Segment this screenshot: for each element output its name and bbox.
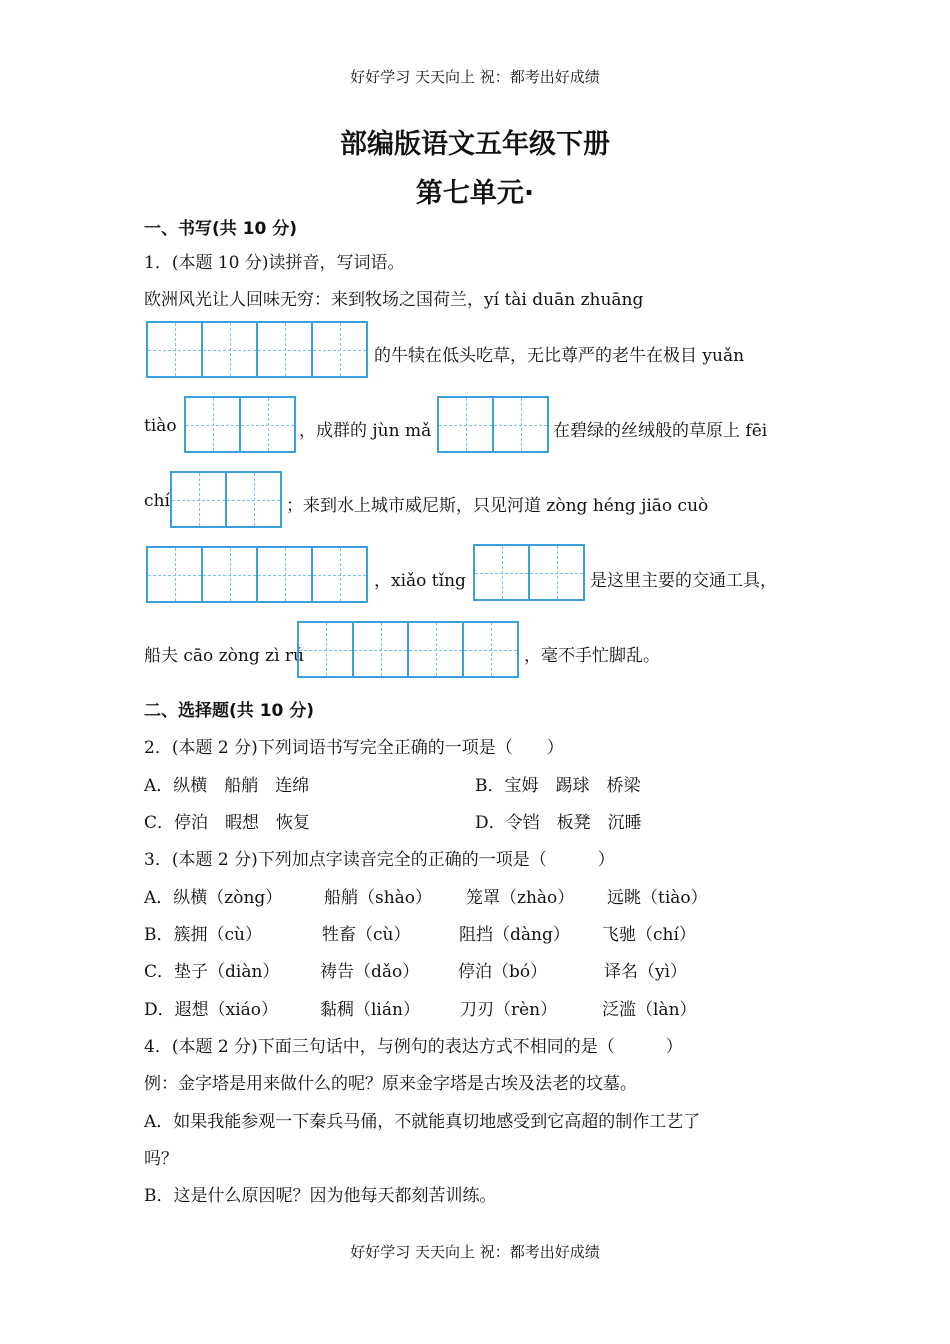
q1-line-5-mid: ，xiǎo tǐng [374, 571, 466, 591]
q4-option-a-line-2: 吗？ [144, 1149, 178, 1169]
grid-cell[interactable] [492, 396, 549, 453]
section-2-title: 二、选择题(共 10 分) [144, 701, 315, 721]
grid-cell[interactable] [462, 621, 519, 678]
q4-option-b[interactable]: B．这是什么原因呢？因为他每天都刻苦训练。 [144, 1186, 497, 1206]
grid-cell[interactable] [256, 321, 313, 378]
grid-cell[interactable] [146, 321, 203, 378]
grid-cell[interactable] [184, 396, 241, 453]
q3-option-d-1[interactable]: D．遐想（xiáo） [144, 1000, 279, 1020]
grid-cell[interactable] [311, 321, 368, 378]
q3-option-c-2: 祷告（dǎo） [320, 962, 420, 982]
q1-line-4-start: chí [144, 491, 170, 511]
q3-option-c-1[interactable]: C．垫子（diàn） [144, 962, 280, 982]
q3-option-b-2: 牲畜（cù） [322, 925, 411, 945]
grid-cell[interactable] [170, 471, 227, 528]
q2-option-b[interactable]: B．宝姆 踢球 桥梁 [475, 776, 641, 796]
writing-grid-caozongziru[interactable] [297, 621, 519, 678]
grid-cell[interactable] [311, 546, 368, 603]
q3-option-d-2: 黏稠（lián） [320, 1000, 420, 1020]
q4-stem: 4．(本题 2 分)下面三句话中，与例句的表达方式不相同的是（ ） [144, 1037, 683, 1057]
q3-option-c-3: 停泊（bó） [458, 962, 548, 982]
q2-option-a[interactable]: A．纵横 船艄 连绵 [144, 776, 310, 796]
q2-stem: 2．(本题 2 分)下列词语书写完全正确的一项是（ ） [144, 738, 564, 758]
q3-option-d-4: 泛滥（làn） [602, 1000, 697, 1020]
section-1-title: 一、书写(共 10 分) [144, 219, 298, 239]
grid-cell[interactable] [256, 546, 313, 603]
q1-line-4: ；来到水上城市威尼斯，只见河道 zòng héng jiāo cuò [286, 496, 709, 516]
grid-cell[interactable] [407, 621, 464, 678]
q1-line-3-start: tiào [144, 416, 177, 436]
q4-option-a-line-1[interactable]: A．如果我能参观一下秦兵马俑，不就能真切地感受到它高超的制作工艺了 [144, 1112, 701, 1132]
title-line-1: 部编版语文五年级下册 [340, 129, 610, 160]
writing-grid-yitaiduanzhuang[interactable] [146, 321, 368, 378]
q1-line-6-end: ，毫不手忙脚乱。 [524, 646, 660, 666]
q2-option-c[interactable]: C．停泊 暇想 恢复 [144, 813, 311, 833]
grid-cell[interactable] [239, 396, 296, 453]
q3-option-a-2: 船艄（shào） [324, 888, 433, 908]
q1-stem: 1．(本题 10 分)读拼音，写词语。 [144, 253, 405, 273]
grid-cell[interactable] [146, 546, 203, 603]
q2-option-d[interactable]: D．令铛 板凳 沉睡 [475, 813, 642, 833]
grid-cell[interactable] [201, 546, 258, 603]
q1-line-3-end: 在碧绿的丝绒般的草原上 fēi [553, 421, 768, 441]
grid-cell[interactable] [437, 396, 494, 453]
grid-cell[interactable] [528, 544, 585, 601]
q3-option-c-4: 译名（yì） [604, 962, 688, 982]
q1-line-3-mid: ，成群的 jùn mǎ [299, 421, 432, 441]
writing-grid-feichi[interactable] [170, 471, 282, 528]
writing-grid-yuantiao[interactable] [184, 396, 296, 453]
q3-option-a-1[interactable]: A．纵横（zòng） [144, 888, 283, 908]
grid-cell[interactable] [225, 471, 282, 528]
grid-cell[interactable] [352, 621, 409, 678]
q1-line-2: 的牛犊在低头吃草，无比尊严的老牛在极目 yuǎn [374, 346, 745, 366]
q3-option-a-3: 笼罩（zhào） [466, 888, 575, 908]
grid-cell[interactable] [473, 544, 530, 601]
q4-example: 例：金字塔是用来做什么的呢？原来金字塔是古埃及法老的坟墓。 [144, 1074, 637, 1094]
q3-option-b-3: 阻挡（dàng） [459, 925, 570, 945]
title-line-2: 第七单元· [415, 178, 535, 209]
q3-option-d-3: 刀刃（rèn） [460, 1000, 558, 1020]
q1-line-6-start: 船夫 cāo zòng zì rú [144, 646, 304, 666]
q3-option-b-1[interactable]: B．簇拥（cù） [144, 925, 262, 945]
q3-option-a-4: 远眺（tiào） [607, 888, 708, 908]
page-footer: 好好学习 天天向上 祝：都考出好成绩 [350, 1243, 600, 1261]
grid-cell[interactable] [297, 621, 354, 678]
grid-cell[interactable] [201, 321, 258, 378]
q1-line-5-end: 是这里主要的交通工具， [590, 571, 777, 591]
q3-option-b-4: 飞驰（chí） [602, 925, 696, 945]
page-header: 好好学习 天天向上 祝：都考出好成绩 [350, 68, 600, 86]
writing-grid-xiaoting[interactable] [473, 544, 585, 601]
q3-stem: 3．(本题 2 分)下列加点字读音完全的正确的一项是（ ） [144, 850, 615, 870]
writing-grid-junma[interactable] [437, 396, 549, 453]
writing-grid-zonghengjiaocuo[interactable] [146, 546, 368, 603]
q1-line-1: 欧洲风光让人回味无穷：来到牧场之国荷兰，yí tài duān zhuāng [144, 290, 644, 310]
